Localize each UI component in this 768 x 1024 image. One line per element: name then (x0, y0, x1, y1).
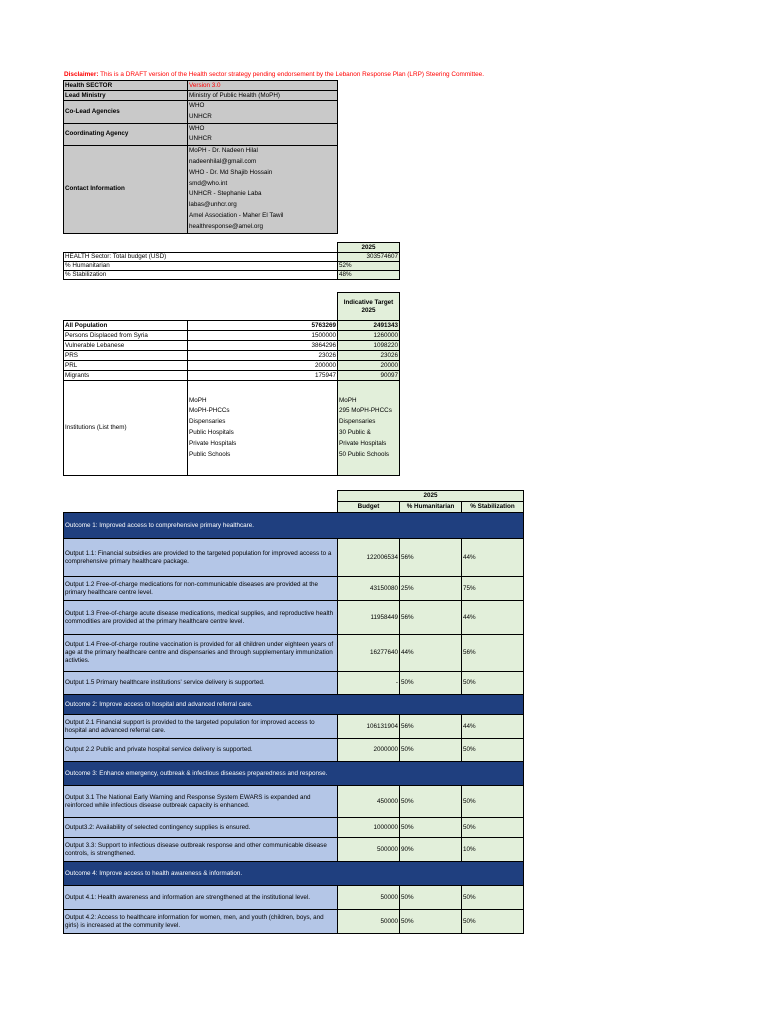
budget-row-label: % Humanitarian (64, 262, 338, 271)
outcome-row (64, 862, 524, 886)
institution-item: Public Hospitals (189, 429, 234, 436)
output-row (64, 910, 524, 934)
target-header-year: 2025 (361, 306, 376, 314)
output-row (64, 786, 524, 818)
output-description: Output 2.2 Public and private hospital service delivery is supported. (64, 739, 338, 762)
output-description: Output 1.4 Free-of-charge routine vaccination is provided for all children under eighteen years of age at the primary healthcare centre and dispensaries and through supplementary immunization activties. (64, 635, 338, 672)
disclaimer-text: This is a DRAFT version of the Health sector strategy pending endorsement by the Lebanon Response Plan (LRP) Steering Committee. (98, 71, 485, 78)
output-budget: 16277640 (338, 635, 400, 672)
output-humanitarian: 56% (400, 601, 462, 635)
outcome-title: Outcome 3: Enhance emergency, outbreak & infectious diseases preparedness and response. (64, 762, 524, 786)
output-budget: 500000 (338, 838, 400, 862)
output-stabilization: 75% (462, 577, 524, 601)
budget-row-value: 52% (338, 262, 400, 271)
output-stabilization: 50% (462, 739, 524, 762)
outcome-row (64, 762, 524, 786)
output-humanitarian: 50% (400, 672, 462, 695)
population-target: 23026 (338, 351, 400, 361)
output-stabilization: 50% (462, 818, 524, 838)
institution-item: Private Hospitals (189, 439, 237, 447)
output-row (64, 886, 524, 910)
output-humanitarian: 50% (400, 739, 462, 762)
population-label: PRS (64, 351, 188, 361)
output-stabilization: 44% (462, 601, 524, 635)
population-label: All Population (64, 321, 188, 331)
output-row (64, 715, 524, 739)
institution-target-item: Dispensaries (339, 418, 376, 426)
output-description: Output 3.1 The National Early Warning and Response System EWARS is expanded and reinforced while infectious disease outbreak capacity is enhanced. (64, 786, 338, 818)
output-stabilization: 50% (462, 786, 524, 818)
colead-label: Co-Lead Agencies (64, 101, 188, 124)
population-label: Migrants (64, 371, 188, 381)
institution-target-item: MoPH (339, 396, 357, 404)
institutions-label: Institutions (List them) (64, 381, 188, 476)
population-target: 90097 (338, 371, 400, 381)
population-target: 1260000 (338, 331, 400, 341)
contact-item: WHO - Dr. Md Shajib Hossain (189, 168, 273, 176)
institution-item: MoPH-PHCCs (189, 407, 230, 415)
output-budget: 50000 (338, 910, 400, 934)
output-humanitarian: 90% (400, 838, 462, 862)
institution-target-item: Private Hospitals (339, 439, 387, 447)
contact-item: MoPH - Dr. Nadeen Hilal (189, 147, 258, 155)
coordinating-item: UNHCR (189, 135, 212, 143)
outcome-title: Outcome 4: Improve access to health awareness & information. (64, 862, 524, 886)
population-label: Vulnerable Lebanese (64, 341, 188, 351)
lead-ministry-label: Lead Ministry (64, 91, 188, 101)
disclaimer (64, 71, 484, 78)
target-header-line: Indicative Target (343, 298, 394, 306)
output-description: Output 1.1: Financial subsidies are provided to the targeted population for improved access to a comprehensive primary healthcare package. (64, 539, 338, 577)
contact-item: labas@unhcr.org (189, 201, 237, 209)
output-stabilization: 44% (462, 715, 524, 739)
population-total: 23026 (188, 351, 338, 361)
sector-version: Version 3.0 (188, 81, 338, 91)
output-humanitarian: 50% (400, 786, 462, 818)
coordinating-item: WHO (189, 124, 205, 132)
output-row (64, 635, 524, 672)
institution-item: Public Schools (189, 450, 231, 458)
contact-item: UNHCR - Stephanie Laba (189, 190, 262, 198)
output-humanitarian: 50% (400, 886, 462, 910)
col-budget-header: Budget (338, 502, 400, 513)
output-row (64, 672, 524, 695)
population-total: 1500000 (188, 331, 338, 341)
output-humanitarian: 44% (400, 635, 462, 672)
output-description: Output 2.1 Financial support is provided to the targeted population for improved access to hospital and advanced referral care. (64, 715, 338, 739)
outputs-body (64, 513, 524, 934)
outputs-year-header: 2025 (338, 491, 524, 502)
output-stabilization: 50% (462, 672, 524, 695)
population-label: Persons Displaced from Syria (64, 331, 188, 341)
population-total: 3864296 (188, 341, 338, 351)
output-humanitarian: 50% (400, 910, 462, 934)
output-description: Output 3.3: Support to infectious disease outbreak response and other communicable disease controls, is strengthened. (64, 838, 338, 862)
output-humanitarian: 25% (400, 577, 462, 601)
institution-item: MoPH (189, 396, 207, 404)
contact-label: Contact Information (64, 146, 188, 233)
outcome-row (64, 513, 524, 539)
output-stabilization: 50% (462, 910, 524, 934)
lead-ministry-value: Ministry of Public Health (MoPH) (188, 91, 338, 101)
population-target: 1098220 (338, 341, 400, 351)
institution-target-item: 50 Public Schools (339, 450, 390, 458)
target-header (338, 293, 400, 321)
output-humanitarian: 56% (400, 715, 462, 739)
sector-info-table (63, 80, 338, 234)
output-row (64, 739, 524, 762)
institution-item: Dispensaries (189, 418, 226, 426)
outputs-table (63, 490, 524, 934)
outcome-row (64, 695, 524, 715)
contact-item: nadeenhilal@gmail.com (189, 157, 257, 165)
population-table (63, 292, 400, 476)
colead-item: WHO (189, 102, 205, 109)
budget-row-value: 303574607 (338, 253, 400, 262)
population-total: 200000 (188, 361, 338, 371)
output-description: Output 1.3 Free-of-charge acute disease medications, medical supplies, and reproductive health commodities are provided at the primary healthcare centre level. (64, 601, 338, 635)
output-description: Output 4.2: Access to healthcare information for women, men, and youth (children, boys, and girls) is increased at the community level. (64, 910, 338, 934)
output-row (64, 539, 524, 577)
output-description: Output 1.2 Free-of-charge medications for non-communicable diseases are provided at the primary healthcare centre level. (64, 577, 338, 601)
population-label: PRL (64, 361, 188, 371)
output-row (64, 601, 524, 635)
budget-year-header: 2025 (338, 243, 400, 253)
colead-values (188, 101, 338, 124)
institutions-target (338, 381, 400, 476)
output-description: Output 1.5 Primary healthcare institutions' service delivery is supported. (64, 672, 338, 695)
output-budget: 2000000 (338, 739, 400, 762)
institutions-list (188, 381, 338, 476)
output-budget: 43150080 (338, 577, 400, 601)
output-stabilization: 44% (462, 539, 524, 577)
contact-values (188, 146, 338, 233)
output-budget: 11958449 (338, 601, 400, 635)
sector-budget-table (63, 242, 400, 280)
output-budget: 106131904 (338, 715, 400, 739)
coordinating-label: Coordinating Agency (64, 123, 188, 146)
coordinating-values (188, 123, 338, 146)
contact-item: smd@who.int (189, 179, 228, 187)
population-target: 20000 (338, 361, 400, 371)
output-humanitarian: 50% (400, 818, 462, 838)
output-budget: 450000 (338, 786, 400, 818)
output-stabilization: 10% (462, 838, 524, 862)
output-budget: 1000000 (338, 818, 400, 838)
budget-row-value: 48% (338, 271, 400, 280)
output-humanitarian: 56% (400, 539, 462, 577)
budget-row-label: % Stabilization (64, 271, 338, 280)
output-row (64, 818, 524, 838)
contact-item: Amel Association - Maher El Tawil (189, 211, 284, 219)
output-description: Output3.2: Availability of selected contingency supplies is ensured. (64, 818, 338, 838)
institution-target-item: 30 Public & (339, 429, 371, 436)
output-budget: - (338, 672, 400, 695)
population-total: 5763269 (188, 321, 338, 331)
colead-item: UNHCR (189, 112, 212, 120)
population-target: 2491343 (338, 321, 400, 331)
sector-label: Health SECTOR (64, 81, 188, 91)
output-row (64, 838, 524, 862)
col-stabilization-header: % Stabilization (462, 502, 524, 513)
output-budget: 122006534 (338, 539, 400, 577)
col-humanitarian-header: % Humanitarian (400, 502, 462, 513)
output-budget: 50000 (338, 886, 400, 910)
institution-target-item: 295 MoPH-PHCCs (339, 407, 392, 415)
output-stabilization: 50% (462, 886, 524, 910)
outcome-title: Outcome 1: Improved access to comprehensive primary healthcare. (64, 513, 524, 539)
output-description: Output 4.1: Health awareness and information are strengthened at the institutional level. (64, 886, 338, 910)
contact-item: healthresponse@amel.org (189, 222, 263, 230)
budget-row-label: HEALTH Sector: Total budget (USD) (64, 253, 338, 262)
disclaimer-label: Disclaimer: (64, 71, 99, 78)
outcome-title: Outcome 2: Improve access to hospital and advanced referral care. (64, 695, 524, 715)
output-row (64, 577, 524, 601)
output-stabilization: 56% (462, 635, 524, 672)
population-total: 175947 (188, 371, 338, 381)
